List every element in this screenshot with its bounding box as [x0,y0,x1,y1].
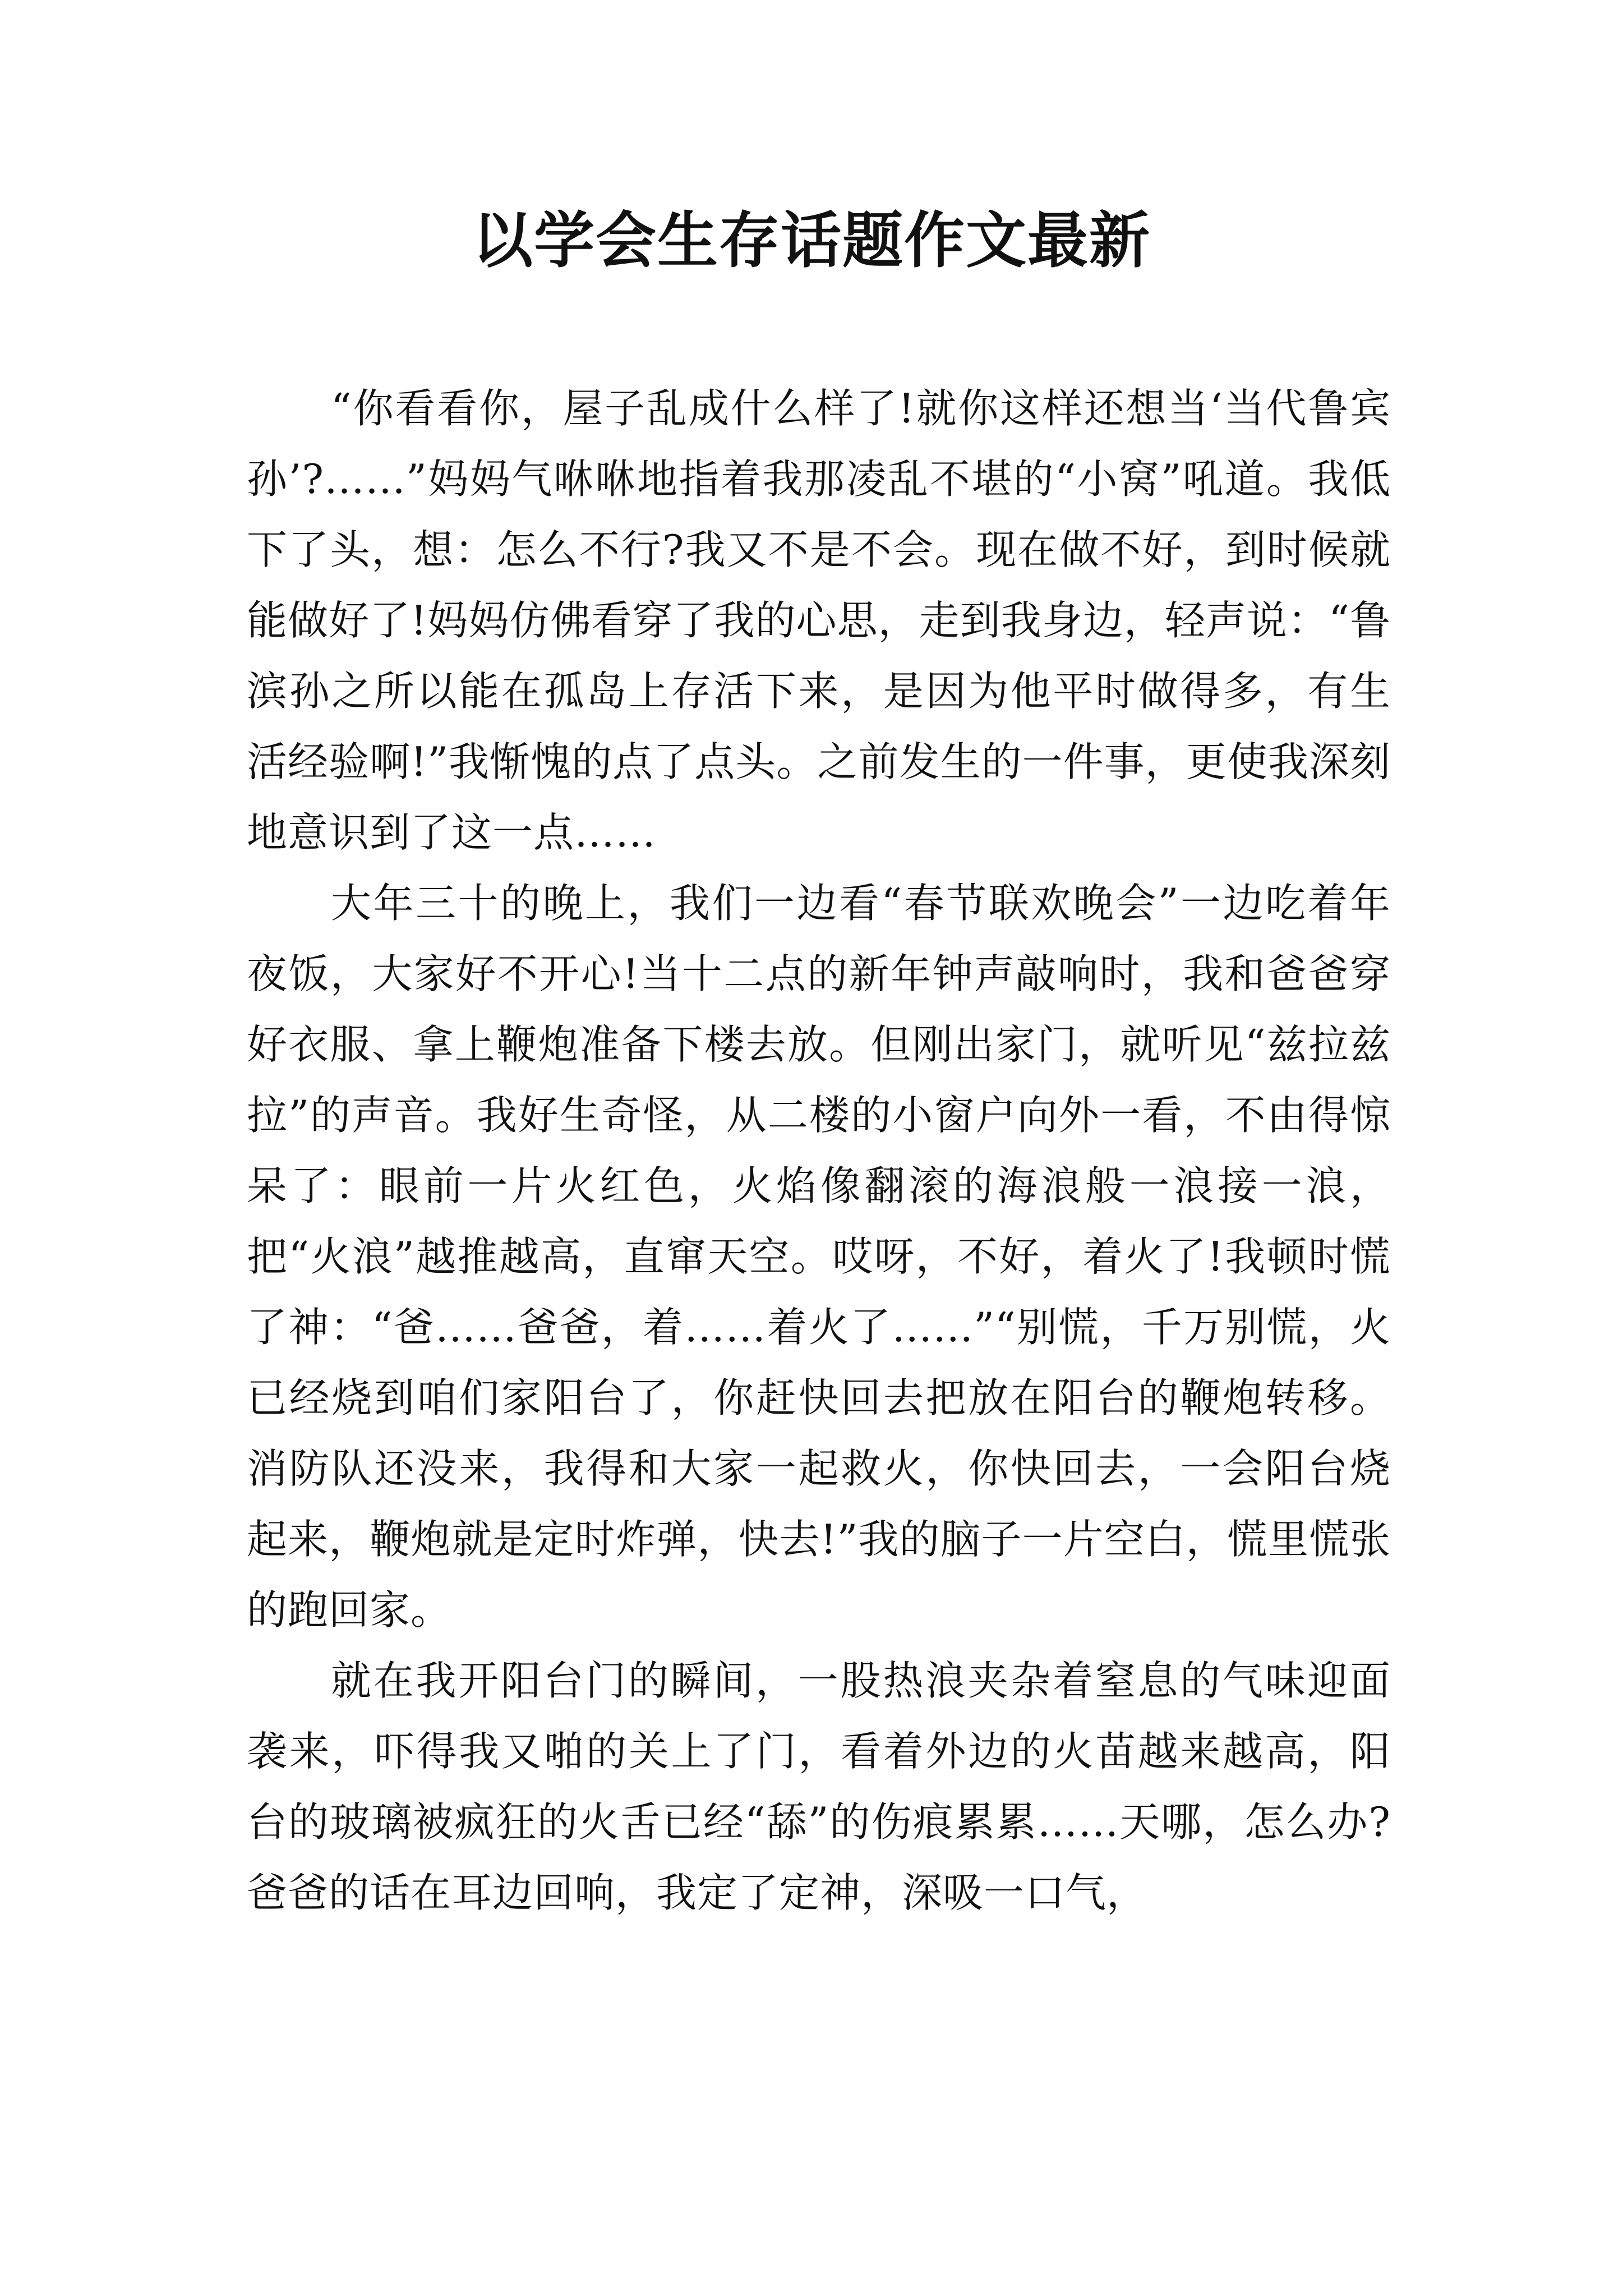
paragraph-2: 大年三十的晚上，我们一边看“春节联欢晚会”一边吃着年夜饭，大家好不开心!当十二点的新年钟声敲响时，我和爸爸穿好衣服、拿上鞭炮准备下楼去放。但刚出家门，就听见“兹拉兹拉”的声音。我好生奇怪，从二楼的小窗户向外一看，不由得惊呆了：眼前一片火红色，火焰像翻滚的海浪般一浪接一浪，把“火浪”越推越高，直窜天空。哎呀，不好，着火了!我顿时慌了神：“爸……爸爸，着……着火了……”“别慌，千万别慌，火已经烧到咱们家阳台了，你赶快回去把放在阳台的鞭炮转移。消防队还没来，我得和大家一起救火，你快回去，一会阳台烧起来，鞭炮就是定时炸弹，快去!”我的脑子一片空白，慌里慌张的跑回家。 [247,880,1391,1634]
document-body [247,373,1391,1928]
paragraph-1: “你看看你，屋子乱成什么样了!就你这样还想当‘当代鲁宾孙’?……”妈妈气咻咻地指着我那凌乱不堪的“小窝”吼道。我低下了头，想：怎么不行?我又不是不会。现在做不好，到时候就能做好了!妈妈仿佛看穿了我的心思，走到我身边，轻声说：“鲁滨孙之所以能在孤岛上存活下来，是因为他平时做得多，有生活经验啊!”我惭愧的点了点头。之前发生的一件事，更使我深刻地意识到了这一点…… [247,385,1391,856]
document-title: 以学会生存话题作文最新 [472,206,1151,276]
paragraph-3: 就在我开阳台门的瞬间，一股热浪夹杂着窒息的气味迎面袭来，吓得我又啪的关上了门，看着外边的火苗越来越高，阳台的玻璃被疯狂的火舌已经“舔”的伤痕累累……天哪，怎么办?爸爸的话在耳边回响，我定了定神，深吸一口气， [247,1657,1391,1916]
